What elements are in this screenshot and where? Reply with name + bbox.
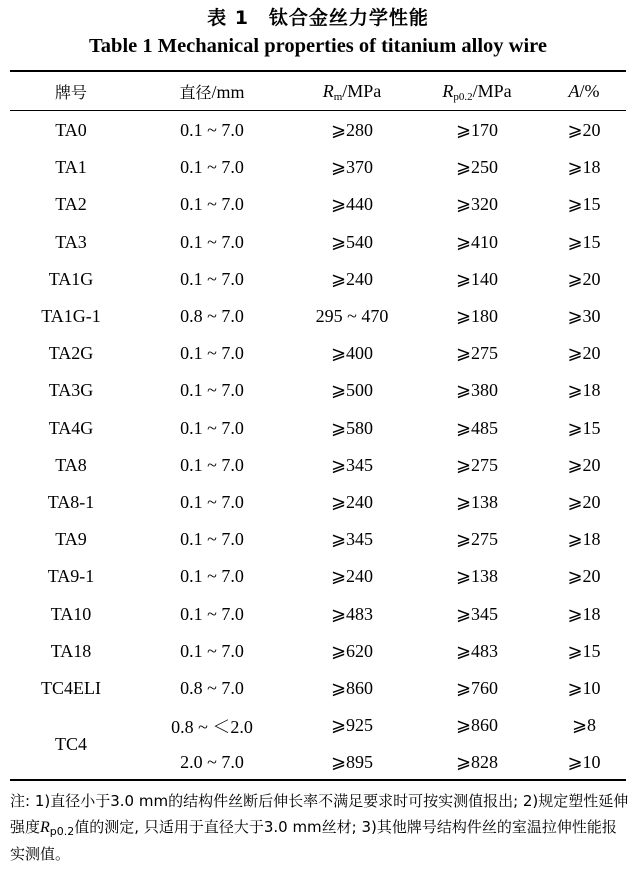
footnote-symbol: R bbox=[40, 819, 50, 836]
tensile-strength-cell: ⩾240 bbox=[330, 491, 374, 512]
elongation-cell: ⩾20 bbox=[567, 120, 601, 141]
header-yield-strength bbox=[412, 72, 542, 110]
grade-cell: TC4 bbox=[54, 733, 87, 754]
diameter-cell: 0.1 ~ 7.0 bbox=[180, 231, 244, 252]
table-row bbox=[10, 261, 626, 298]
elongation-cell: ⩾8 bbox=[571, 715, 597, 736]
header-rp-unit: /MPa bbox=[472, 80, 512, 101]
header-a-unit: /% bbox=[579, 80, 600, 101]
table-row bbox=[10, 110, 626, 149]
diameter-cell: 0.1 ~ 7.0 bbox=[180, 640, 244, 661]
diameter-cell: 0.1 ~ 7.0 bbox=[180, 491, 244, 512]
tensile-strength-cell: ⩾860 bbox=[330, 677, 374, 698]
table-row bbox=[10, 670, 626, 707]
elongation-cell: ⩾20 bbox=[567, 491, 601, 512]
tensile-strength-cell: ⩾400 bbox=[330, 343, 374, 364]
header-row bbox=[10, 72, 626, 110]
diameter-cell: 0.1 ~ 7.0 bbox=[180, 157, 244, 178]
grade-cell: TA10 bbox=[50, 603, 92, 624]
yield-strength-cell: ⩾760 bbox=[455, 677, 499, 698]
elongation-cell: ⩾18 bbox=[567, 529, 601, 550]
grade-cell: TA0 bbox=[55, 120, 87, 141]
diameter-cell: 0.1 ~ 7.0 bbox=[180, 603, 244, 624]
header-rp-subscript: p0.2 bbox=[453, 90, 473, 103]
table-row bbox=[10, 298, 626, 335]
tensile-strength-cell: ⩾925 bbox=[330, 715, 374, 736]
tensile-strength-cell: ⩾580 bbox=[330, 417, 374, 438]
yield-strength-cell: ⩾275 bbox=[455, 454, 499, 475]
yield-strength-cell: ⩾140 bbox=[455, 268, 499, 289]
table-body bbox=[10, 110, 626, 781]
table-row bbox=[10, 595, 626, 632]
grade-cell: TA3G bbox=[48, 380, 94, 401]
table-row bbox=[10, 558, 626, 595]
table-row bbox=[10, 335, 626, 372]
diameter-cell: 0.1 ~ 7.0 bbox=[180, 380, 244, 401]
yield-strength-cell: ⩾250 bbox=[455, 157, 499, 178]
header-a-symbol: A bbox=[568, 80, 580, 101]
header-diameter-label: 直径 bbox=[179, 82, 212, 102]
yield-strength-cell: ⩾275 bbox=[455, 343, 499, 364]
footnote-subscript: p0.2 bbox=[49, 825, 75, 838]
tensile-strength-cell: ⩾345 bbox=[330, 529, 374, 550]
elongation-cell: ⩾10 bbox=[567, 677, 601, 698]
elongation-cell: ⩾20 bbox=[567, 268, 601, 289]
diameter-cell: 2.0 ~ 7.0 bbox=[180, 752, 244, 773]
elongation-cell: ⩾20 bbox=[567, 343, 601, 364]
table-row bbox=[10, 224, 626, 261]
diameter-cell: 0.1 ~ 7.0 bbox=[180, 417, 244, 438]
yield-strength-cell: ⩾320 bbox=[455, 194, 499, 215]
mechanical-properties-table bbox=[10, 72, 626, 781]
tensile-strength-cell: ⩾240 bbox=[330, 566, 374, 587]
elongation-cell: ⩾10 bbox=[567, 752, 601, 773]
diameter-cell: 0.1 ~ 7.0 bbox=[180, 529, 244, 550]
grade-cell: TA3 bbox=[55, 231, 87, 252]
grade-cell: TA1G-1 bbox=[41, 306, 101, 327]
tensile-strength-cell: ⩾895 bbox=[330, 752, 374, 773]
yield-strength-cell: ⩾170 bbox=[455, 120, 499, 141]
diameter-cell: 0.1 ~ 7.0 bbox=[180, 194, 244, 215]
yield-strength-cell: ⩾138 bbox=[455, 491, 499, 512]
elongation-cell: ⩾15 bbox=[567, 640, 601, 661]
table-row bbox=[10, 521, 626, 558]
yield-strength-cell: ⩾275 bbox=[455, 529, 499, 550]
table-row bbox=[10, 447, 626, 484]
table-row bbox=[10, 707, 626, 744]
grade-cell: TA8-1 bbox=[47, 491, 95, 512]
elongation-cell: ⩾15 bbox=[567, 417, 601, 438]
table-row bbox=[10, 372, 626, 409]
header-tensile-strength bbox=[292, 72, 412, 110]
elongation-cell: ⩾15 bbox=[567, 194, 601, 215]
table-row bbox=[10, 410, 626, 447]
yield-strength-cell: ⩾180 bbox=[455, 306, 499, 327]
diameter-cell: 0.8 ~ 7.0 bbox=[180, 677, 244, 698]
table-title-chinese: 表 1 钛合金丝力学性能 bbox=[207, 7, 429, 29]
grade-cell: TA4G bbox=[48, 417, 94, 438]
diameter-cell: 0.1 ~ 7.0 bbox=[180, 120, 244, 141]
yield-strength-cell: ⩾345 bbox=[455, 603, 499, 624]
tensile-strength-cell: ⩾540 bbox=[330, 231, 374, 252]
footnote-part-1: 注: 1)直径小于3.0 mm的结构件丝断后伸长率不满足要求时可按实测值报出; 2)规定塑性延伸强度 bbox=[10, 792, 629, 836]
table-row bbox=[10, 149, 626, 186]
yield-strength-cell: ⩾483 bbox=[455, 640, 499, 661]
tensile-strength-cell: ⩾240 bbox=[330, 268, 374, 289]
tensile-strength-cell: 295 ~ 470 bbox=[315, 306, 389, 327]
table-title-english: Table 1 Mechanical properties of titanium alloy wire bbox=[89, 35, 547, 57]
header-rm-symbol: R bbox=[322, 80, 334, 101]
diameter-cell: 0.1 ~ 7.0 bbox=[180, 566, 244, 587]
header-rm-unit: /MPa bbox=[342, 80, 382, 101]
table-row bbox=[10, 484, 626, 521]
yield-strength-cell: ⩾380 bbox=[455, 380, 499, 401]
header-rm-subscript: m bbox=[333, 90, 343, 103]
diameter-cell: 0.8 ~ 7.0 bbox=[180, 306, 244, 327]
tensile-strength-cell: ⩾280 bbox=[330, 120, 374, 141]
elongation-cell: ⩾18 bbox=[567, 603, 601, 624]
elongation-cell: ⩾20 bbox=[567, 454, 601, 475]
header-diameter-unit: /mm bbox=[211, 81, 245, 102]
diameter-cell: 0.1 ~ 7.0 bbox=[180, 454, 244, 475]
yield-strength-cell: ⩾860 bbox=[455, 715, 499, 736]
yield-strength-cell: ⩾410 bbox=[455, 231, 499, 252]
header-rp-symbol: R bbox=[442, 80, 454, 101]
elongation-cell: ⩾15 bbox=[567, 231, 601, 252]
yield-strength-cell: ⩾485 bbox=[455, 417, 499, 438]
diameter-cell: 0.8 ~ ＜2.0 bbox=[171, 716, 253, 737]
yield-strength-cell: ⩾828 bbox=[455, 752, 499, 773]
header-diameter bbox=[132, 72, 292, 110]
elongation-cell: ⩾18 bbox=[567, 380, 601, 401]
grade-cell: TA1G bbox=[48, 268, 94, 289]
tensile-strength-cell: ⩾370 bbox=[330, 157, 374, 178]
header-elongation bbox=[542, 72, 626, 110]
table-footnote bbox=[10, 788, 630, 867]
grade-cell: TA1 bbox=[55, 157, 87, 178]
elongation-cell: ⩾18 bbox=[567, 157, 601, 178]
tensile-strength-cell: ⩾345 bbox=[330, 454, 374, 475]
grade-cell: TA2 bbox=[55, 194, 87, 215]
tensile-strength-cell: ⩾483 bbox=[330, 603, 374, 624]
grade-cell: TA9 bbox=[55, 529, 87, 550]
grade-cell: TA2G bbox=[48, 343, 94, 364]
elongation-cell: ⩾30 bbox=[567, 306, 601, 327]
grade-cell: TC4ELI bbox=[41, 677, 101, 698]
tensile-strength-cell: ⩾620 bbox=[330, 640, 374, 661]
table-row bbox=[10, 186, 626, 223]
elongation-cell: ⩾20 bbox=[567, 566, 601, 587]
tensile-strength-cell: ⩾500 bbox=[330, 380, 374, 401]
grade-cell: TA8 bbox=[55, 454, 87, 475]
diameter-cell: 0.1 ~ 7.0 bbox=[180, 343, 244, 364]
footnote-part-2: 值的测定, 只适用于直径大于3.0 mm丝材; 3)其他牌号结构件丝的室温拉伸性能报实测值。 bbox=[10, 818, 617, 863]
tensile-strength-cell: ⩾440 bbox=[330, 194, 374, 215]
diameter-cell: 0.1 ~ 7.0 bbox=[180, 268, 244, 289]
yield-strength-cell: ⩾138 bbox=[455, 566, 499, 587]
grade-cell: TA9-1 bbox=[47, 566, 95, 587]
header-grade: 牌号 bbox=[54, 82, 87, 102]
grade-cell: TA18 bbox=[50, 640, 92, 661]
table-row bbox=[10, 633, 626, 670]
